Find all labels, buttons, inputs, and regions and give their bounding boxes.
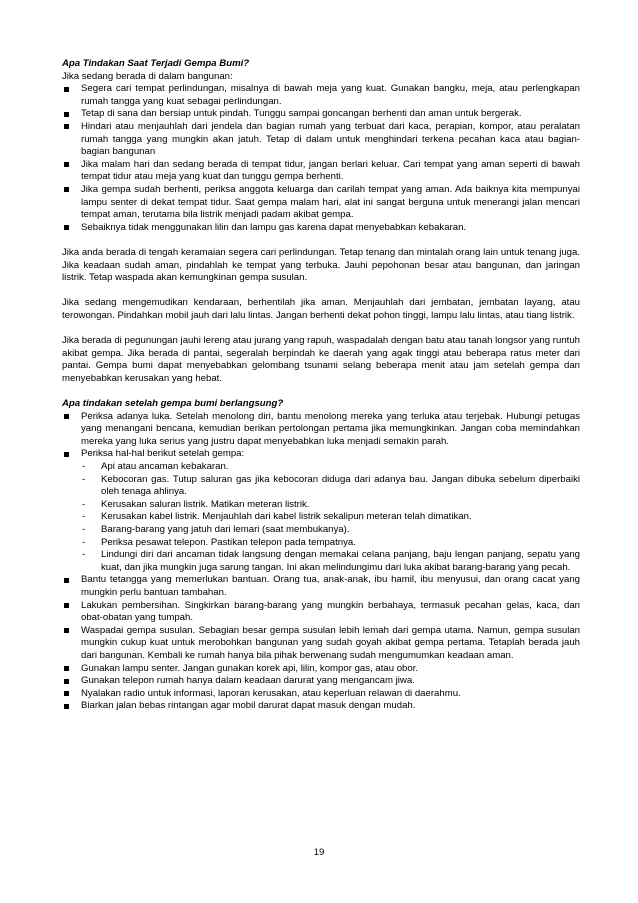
spacer (62, 322, 580, 335)
list-item: Periksa adanya luka. Setelah menolong diri, bantu menolong mereka yang terluka atau terjebak. Hubungi petugas yang menangani bencana, kemudian berikan pertolongan pertama jika memungkinkan. Jangan coba memindahkan mereka yang luka serius yang justru dapat menyebabkan luka menjadi semakin parah. (62, 411, 580, 449)
list-item-checks (62, 448, 580, 574)
spacer (62, 385, 580, 398)
intro-text: Jika sedang berada di dalam bangunan: (62, 70, 233, 82)
list-item: Hindari atau menjauhlah dari jendela dan bagian rumah yang terbuat dari kaca, perapian, kompor, atau peralatan rumah tangga yang mungkin akan jatuh. Tetap di dalam untuk menghindari terkena pecahan kaca atau bagian-bagian bangunan (62, 121, 580, 159)
paragraph-crowd: Jika anda berada di tengah keramaian segera cari perlindungan. Tetap tenang dan mintalah orang lain untuk tenang juga. Jika keadaan sudah aman, pindahlah ke tempat yang terbuka. Jauhi pepohonan besar atau bangunan, dan jaringan listrik. Tetap waspada akan kemungkinan gempa susulan. (62, 246, 580, 284)
list-item: Segera cari tempat perlindungan, misalnya di bawah meja yang kuat. Gunakan bangku, meja, atau perlengkapan rumah tangga yang kuat sebagai perlindungan. (62, 83, 580, 108)
list-item: Biarkan jalan bebas rintangan agar mobil darurat dapat masuk dengan mudah. (62, 700, 580, 713)
list-item: Nyalakan radio untuk informasi, laporan kerusakan, atau keperluan relawan di daerahmu. (62, 688, 580, 701)
list-item: Lakukan pembersihan. Singkirkan barang-barang yang mungkin berbahaya, termasuk pecahan gelas, kaca, dan obat-obatan yang tumpah. (62, 600, 580, 625)
spacer (62, 285, 580, 298)
list-item: Gunakan telepon rumah hanya dalam keadaan darurat yang mengancam jiwa. (62, 675, 580, 688)
spacer (62, 234, 580, 247)
after-earthquake-list (62, 411, 580, 713)
during-earthquake-list (62, 83, 580, 234)
list-item: Waspadai gempa susulan. Sebagian besar gempa susulan lebih lemah dari gempa utama. Namun, gempa susulan mungkin cukup kuat untuk merobohkan bangunan yang sudah goyah akibat gempa pertama. Tetaplah berada jauh dari bangunan. Kembali ke rumah hanya bila pihak berwenang sudah mengumumkan keadaan aman. (62, 625, 580, 663)
sublist-item: - Periksa pesawat telepon. Pastikan telepon pada tempatnya. (81, 537, 580, 550)
list-item-label: Periksa hal-hal berikut setelah gempa: (81, 448, 245, 460)
document-page (62, 58, 580, 713)
section-heading-during-earthquake: Apa Tindakan Saat Terjadi Gempa Bumi? (62, 58, 250, 69)
sublist-item: - Kerusakan saluran listrik. Matikan meteran listrik. (81, 499, 580, 512)
checks-sublist (81, 461, 580, 574)
list-item: Gunakan lampu senter. Jangan gunakan korek api, lilin, kompor gas, atau obor. (62, 663, 580, 676)
sublist-item: - Kerusakan kabel listrik. Menjauhlah dari kabel listrik sekalipun meteran telah dimatikan. (81, 511, 580, 524)
list-item: Bantu tetangga yang memerlukan bantuan. Orang tua, anak-anak, ibu hamil, ibu menyusui, dan orang cacat yang mungkin perlu bantuan tambahan. (62, 574, 580, 599)
sublist-item: - Kebocoran gas. Tutup saluran gas jika kebocoran diduga dari adanya bau. Jangan dibuka sebelum diperbaiki oleh tenaga ahlinya. (81, 474, 580, 499)
list-item: Tetap di sana dan bersiap untuk pindah. Tunggu sampai goncangan berhenti dan aman untuk bergerak. (62, 108, 580, 121)
page-number: 19 (313, 847, 325, 858)
sublist-item: - Api atau ancaman kebakaran. (81, 461, 580, 474)
list-item: Sebaiknya tidak menggunakan lilin dan lampu gas karena dapat menyebabkan kebakaran. (62, 222, 580, 235)
list-item: Jika malam hari dan sedang berada di tempat tidur, jangan berlari keluar. Cari tempat yang aman seperti di bawah tempat tidur atau meja yang kuat dan tunggu gempa berhenti. (62, 159, 580, 184)
paragraph-driving: Jika sedang mengemudikan kendaraan, berhentilah jika aman. Menjauhlah dari jembatan, jembatan layang, atau terowongan. Pindahkan mobil jauh dari lalu lintas. Jangan berhenti dekat pohon tinggi, lampu lalu lintas, atau tiang listrik. (62, 297, 580, 321)
section-heading-after-earthquake: Apa tindakan setelah gempa bumi berlangsung? (62, 398, 284, 410)
list-item: Jika gempa sudah berhenti, periksa anggota keluarga dan carilah tempat yang aman. Ada baiknya kita mempunyai lampu senter di dekat tempat tidur. Saat gempa malam hari, alat ini sangat berguna untuk menerangi jalan mencari tempat aman, terutama bila listrik menjadi padam akibat gempa. (62, 184, 580, 222)
paragraph-mountain-beach: Jika berada di pegunungan jauhi lereng atau jurang yang rapuh, waspadalah dengan batu atau tanah longsor yang runtuh akibat gempa. Jika berada di pantai, segeralah berpindah ke daerah yang agak tinggi atau beberapa ratus meter dari pantai. Gempa bumi dapat menyebabkan gelombang tsunami selang beberapa menit atau jam setelah gempa dan menyebabkan kerusakan yang hebat. (62, 335, 580, 384)
sublist-item: - Lindungi diri dari ancaman tidak langsung dengan memakai celana panjang, baju lengan panjang, sepatu yang kuat, dan jika mungkin juga sarung tangan. Ini akan melindungimu dari luka akibat barang-barang yang pecah. (81, 549, 580, 574)
sublist-item: - Barang-barang yang jatuh dari lemari (saat membukanya). (81, 524, 580, 537)
